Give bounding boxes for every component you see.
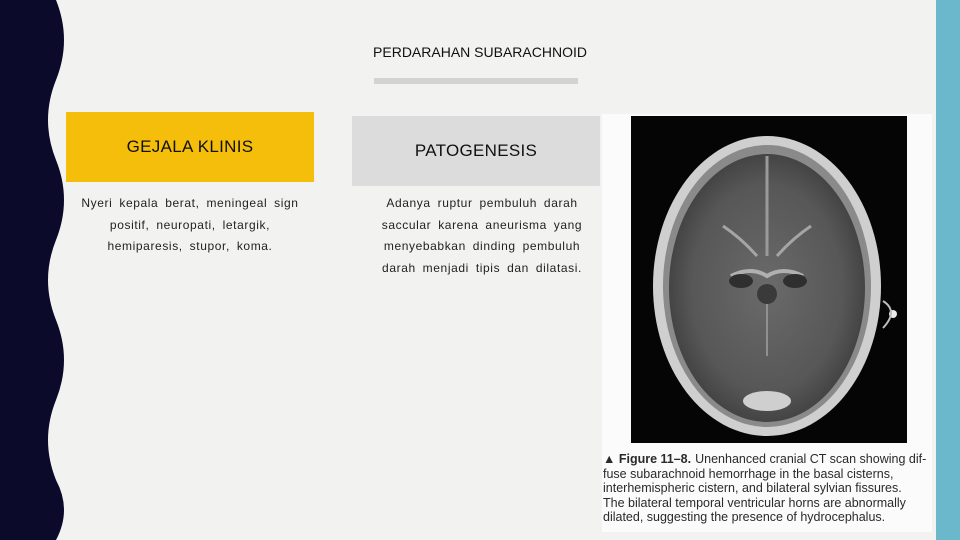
caption-line: The bilateral temporal ventricular horns are abnormally [603,495,906,510]
slide-title: PERDARAHAN SUBARACHNOID [373,44,587,60]
text-line: menyebabkan dinding pembuluh [383,239,581,253]
text-line: Nyeri kepala berat, meningeal sign [81,196,299,210]
figure-caption [603,452,933,525]
gejala-klinis-heading: GEJALA KLINIS [126,137,254,156]
gejala-klinis-header-box [66,112,314,182]
ct-scan-drawing [631,116,907,443]
patogenesis-text [352,193,612,279]
text-line: hemiparesis, stupor, koma. [107,239,273,253]
caption-line: interhemispheric cistern, and bilateral sylvian fissures. [603,481,902,496]
text-line: positif, neuropati, letargik, [109,217,271,232]
decorative-left-band [0,0,80,540]
patogenesis-header-box [352,116,600,186]
caption-line: dilated, suggesting the presence of hydrocephalus. [603,510,886,525]
patogenesis-heading: PATOGENESIS [414,141,538,160]
caption-line: fuse subarachnoid hemorrhage in the basal cisterns, [603,466,894,481]
ct-figure [602,114,932,532]
ct-scan-image [631,116,907,443]
title-underline [374,78,578,84]
decorative-right-band [936,0,960,540]
gejala-klinis-text [66,193,314,258]
text-line: saccular karena aneurisma yang [381,217,583,232]
caption-label: ▲ Figure 11–8. [603,452,692,466]
text-line: darah menjadi tipis dan dilatasi. [382,260,582,275]
caption-text: Unenhanced cranial CT scan showing dif- [695,452,927,466]
text-line: Adanya ruptur pembuluh darah [386,196,578,210]
caption-line [603,452,933,467]
